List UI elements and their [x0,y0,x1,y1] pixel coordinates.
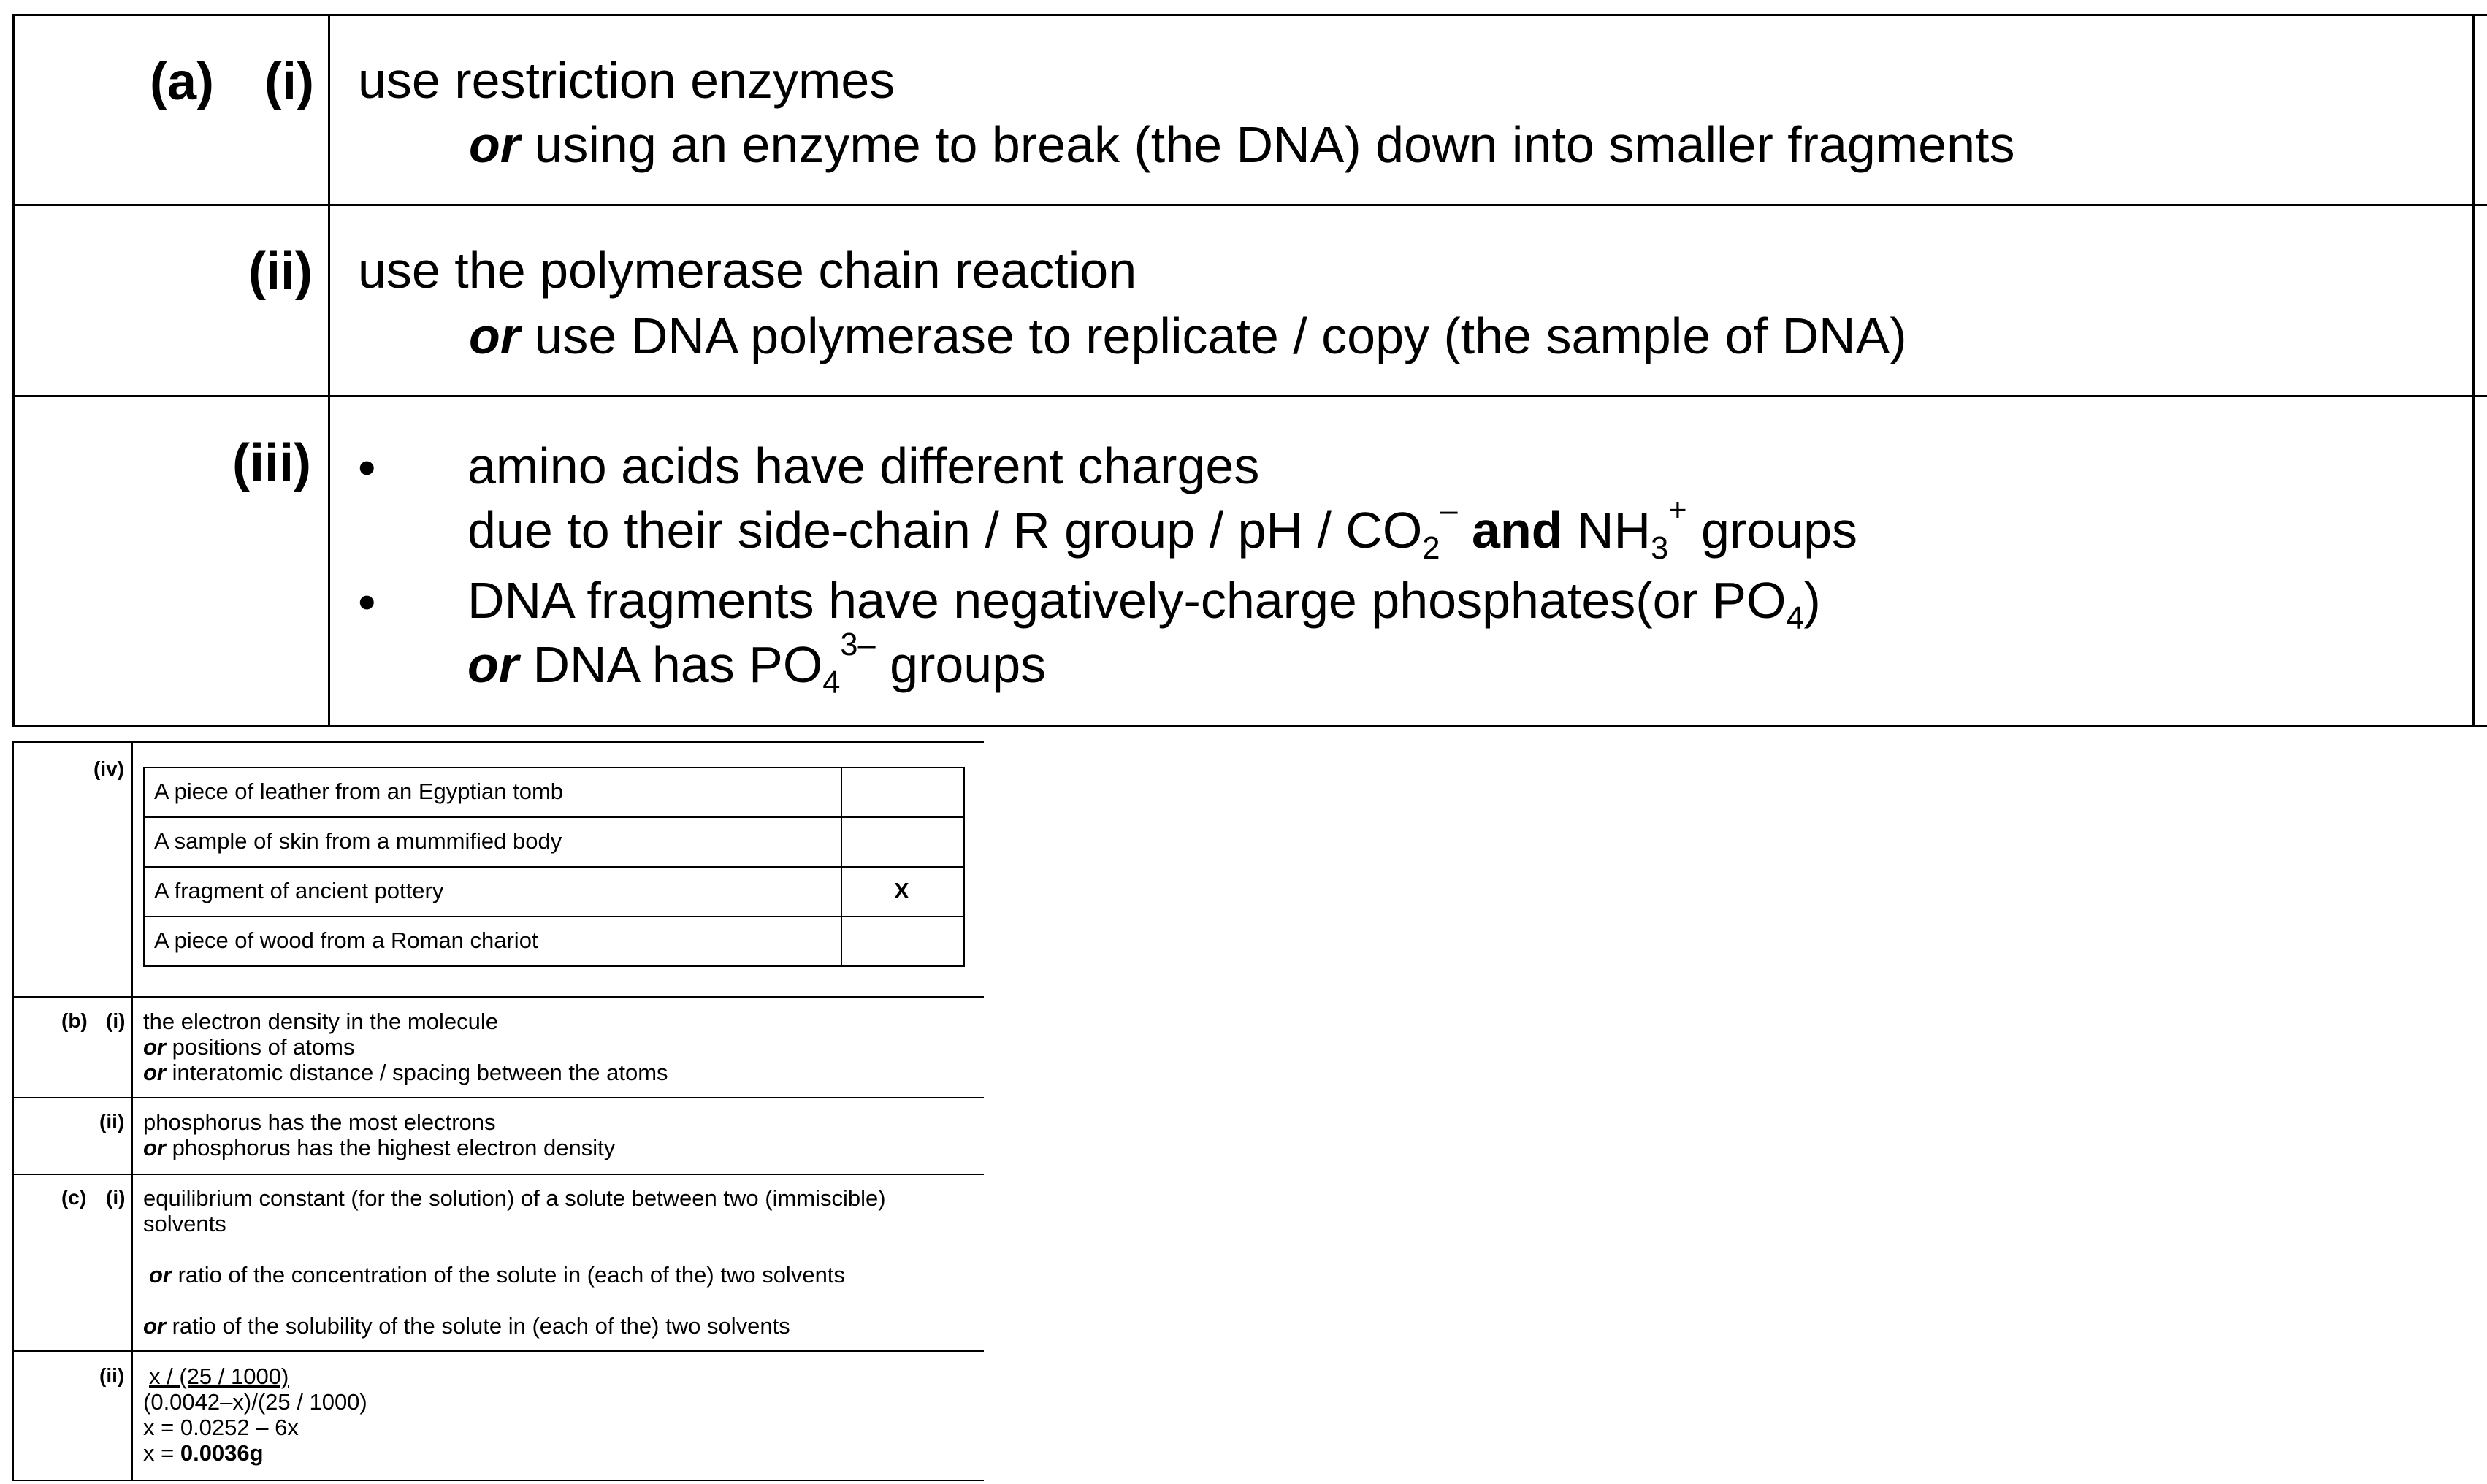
a-iii-bullet2-line1 [467,568,1821,637]
c-ii-equation: x = 0.0252 – 6x [143,1415,299,1440]
b-i-label: (i) [106,1009,126,1032]
a-iii-bullet1-line1: amino acids have different charges [467,437,1260,494]
b-ii-label: (ii) [99,1110,125,1133]
part-b-label: (b) [61,1009,88,1032]
top-bottom-border [12,725,2487,727]
c-ii-numerator: x / (25 / 1000) [149,1363,289,1389]
a-i-answer-line1: use restriction enzymes [358,52,895,109]
bottom-left-border [12,741,14,1481]
b-ii-line1: phosphorus has the most electrons [143,1109,496,1135]
a-ii-answer-line2 [469,304,1907,368]
nh3-subscript: 3 [1651,531,1669,567]
bullet-icon: • [358,573,376,630]
dna-phosphate-text: DNA fragments have negatively-charge phosphates(or PO [467,572,1787,629]
label-column-divider [328,14,330,727]
groups-text: groups [875,636,1047,693]
a-ii-answer-line1: use the polymerase chain reaction [358,242,1137,299]
b-i-line2 [143,1034,354,1060]
a-iii-bullet2-line2 [467,627,1047,701]
b-ii-line2 [143,1135,615,1161]
b-i-line3 [143,1060,668,1086]
bullet-icon: • [358,439,376,496]
sub-iii-label: (iii) [232,434,311,492]
groups-text: groups [1686,502,1858,559]
row-divider-b-ii [12,1174,984,1175]
or-keyword: or [143,1060,166,1085]
b-i-alt-1: positions of atoms [166,1034,355,1060]
c-i-alt-1: ratio of the concentration of the solute in (each of the) two solvents [172,1262,845,1288]
c-ii-result [143,1440,264,1466]
row-divider-iv [12,996,984,998]
c-ii-denominator: (0.0042–x)/(25 / 1000) [143,1389,367,1415]
a-iii-bullet1-line2 [467,493,1858,567]
and-keyword: and [1457,502,1577,559]
or-keyword: or [143,1034,166,1060]
inner-border [143,767,145,967]
closing-paren: ) [1803,572,1821,629]
c-i-line4 [143,1313,790,1339]
right-border [2472,14,2475,727]
po4-charge: 3– [840,627,876,663]
a-i-alt-text: using an enzyme to break (the DNA) down into smaller fragments [520,116,2015,173]
b-i-alt-2: interatomic distance / spacing between the atoms [166,1060,668,1085]
b-ii-alt: phosphorus has the highest electron density [166,1135,616,1160]
po4-subscript: 4 [822,665,841,701]
nh-text: NH [1576,502,1651,559]
row-divider-2 [12,395,2487,397]
option-row-1-text: A piece of leather from an Egyptian tomb [154,779,564,804]
bottom-top-border [12,741,984,743]
co2-subscript: 2 [1422,531,1440,567]
result-prefix: x = [143,1440,180,1466]
inner-border [841,767,842,967]
result-value: 0.0036g [180,1440,264,1466]
bottom-label-divider [131,741,133,1481]
sub-i-label: (i) [264,53,314,111]
c-i-label: (i) [106,1186,126,1209]
part-a-label: (a) [150,53,214,111]
co2-charge: – [1440,493,1458,529]
bottom-bottom-border [12,1480,984,1481]
c-i-alt-2: ratio of the solubility of the solute in (each of the) two solvents [166,1313,790,1339]
row-divider-1 [12,204,2487,206]
row-divider-c-i [12,1350,984,1352]
c-ii-label: (ii) [99,1364,125,1387]
a-ii-alt-text: use DNA polymerase to replicate / copy (the sample of DNA) [520,307,1907,364]
row-divider-b-i [12,1097,984,1098]
or-keyword: or [469,116,520,173]
option-row-4-text: A piece of wood from a Roman chariot [154,928,538,953]
sub-ii-label: (ii) [248,242,313,301]
b-i-line1: the electron density in the molecule [143,1009,498,1034]
c-i-line3 [149,1262,845,1288]
option-row-3-mark: X [894,878,909,903]
c-i-line1: equilibrium constant (for the solution) of a solute between two (immiscible) [143,1185,886,1211]
part-c-label: (c) [61,1186,87,1209]
option-row-3-text: A fragment of ancient pottery [154,878,444,903]
or-keyword: or [469,307,520,364]
c-i-line2: solvents [143,1211,226,1236]
dna-has-text: DNA has PO [519,636,823,693]
nh3-charge: + [1668,493,1687,529]
or-keyword: or [149,1262,172,1288]
top-border [12,14,2487,16]
inner-border [963,767,965,967]
charge-reason-text: due to their side-chain / R group / pH / CO [467,502,1423,559]
a-i-answer-line2 [469,112,2014,177]
po4-subscript: 4 [1786,601,1804,637]
or-keyword: or [143,1135,166,1160]
iv-label: (iv) [93,757,124,780]
or-keyword: or [467,636,519,693]
option-row-2-text: A sample of skin from a mummified body [154,828,562,854]
or-keyword: or [143,1313,166,1339]
left-border [12,14,15,727]
